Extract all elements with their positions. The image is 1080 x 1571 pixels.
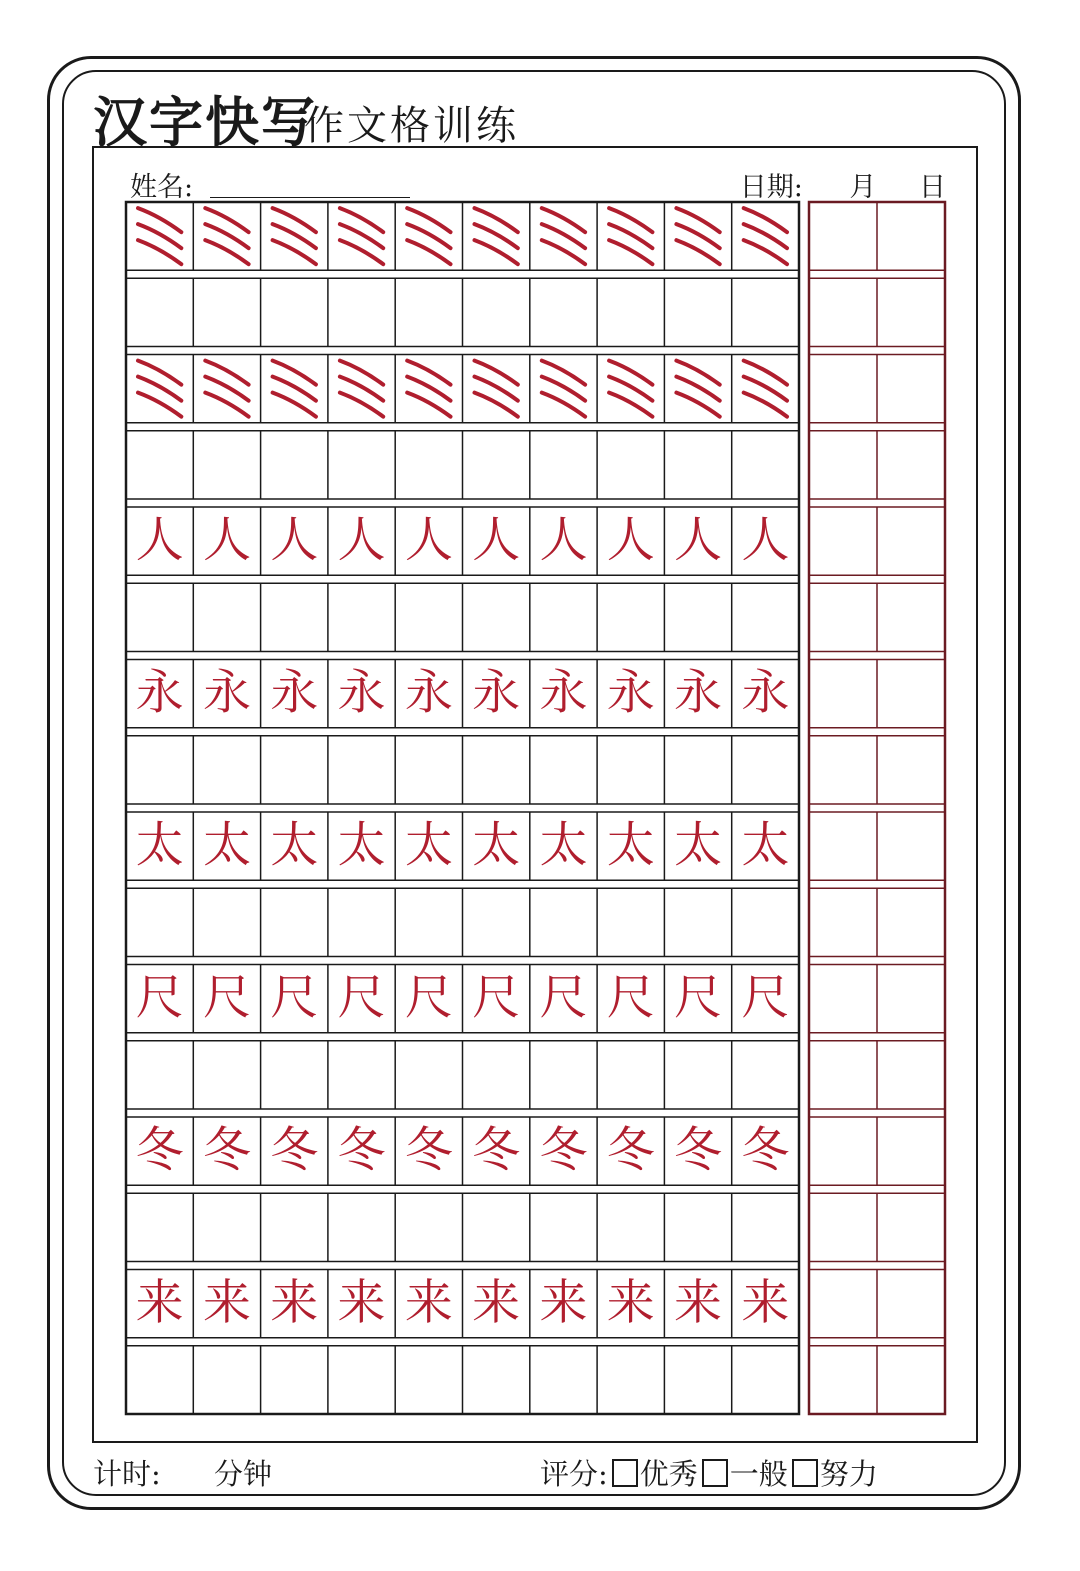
stroke-practice-mark: [475, 361, 518, 417]
score-option-average: 一般: [729, 1457, 788, 1491]
score-checkbox-average[interactable]: [702, 1459, 728, 1487]
stroke-practice-mark: [676, 361, 719, 417]
template-character: 冬: [270, 1122, 319, 1179]
template-character: 太: [202, 817, 251, 874]
stroke-practice-mark: [205, 361, 248, 417]
template-character: 太: [539, 817, 588, 874]
template-character: 冬: [135, 1122, 184, 1179]
stroke-practice-mark: [407, 361, 450, 417]
main-grid: [126, 202, 799, 1414]
template-character: 来: [337, 1274, 386, 1331]
score-checkbox-excellent[interactable]: [612, 1459, 638, 1487]
template-character: 永: [337, 664, 386, 721]
timer-unit: 分钟: [214, 1457, 273, 1491]
stroke-practice-mark: [273, 208, 316, 264]
stroke-practice-mark: [138, 208, 181, 264]
template-character: 尺: [539, 969, 588, 1026]
template-character: 人: [202, 512, 251, 569]
month-label: 月: [849, 172, 877, 203]
template-character: 人: [337, 512, 386, 569]
template-character: 永: [539, 664, 588, 721]
stroke-practice-mark: [205, 208, 248, 264]
score-label: 评分:: [540, 1457, 608, 1491]
stroke-practice-mark: [138, 361, 181, 417]
template-character: 人: [606, 512, 655, 569]
stroke-practice-mark: [542, 361, 585, 417]
template-character: 太: [337, 817, 386, 874]
template-character: 太: [741, 817, 790, 874]
template-character: 尺: [270, 969, 319, 1026]
template-character: 尺: [472, 969, 521, 1026]
template-character: 太: [270, 817, 319, 874]
stroke-practice-mark: [542, 208, 585, 264]
side-grid: [809, 202, 945, 1414]
template-character: 尺: [337, 969, 386, 1026]
score-area: [540, 1452, 878, 1493]
template-character: 永: [674, 664, 723, 721]
template-character: 来: [741, 1274, 790, 1331]
template-character: 尺: [135, 969, 184, 1026]
template-character: 人: [539, 512, 588, 569]
template-character: 尺: [202, 969, 251, 1026]
template-character: 来: [472, 1274, 521, 1331]
template-character: 冬: [202, 1122, 251, 1179]
stroke-practice-mark: [407, 208, 450, 264]
template-character: 人: [404, 512, 453, 569]
template-character: 冬: [539, 1122, 588, 1179]
template-character: 尺: [674, 969, 723, 1026]
date-label: 日期:: [739, 172, 803, 203]
template-character: 冬: [472, 1122, 521, 1179]
name-label: 姓名:: [130, 172, 194, 203]
template-character: 冬: [404, 1122, 453, 1179]
template-character: 冬: [337, 1122, 386, 1179]
template-character: 来: [135, 1274, 184, 1331]
stroke-practice-mark: [273, 361, 316, 417]
day-label: 日: [919, 172, 946, 203]
template-character: 太: [135, 817, 184, 874]
template-character: 尺: [741, 969, 790, 1026]
score-option-effort: 努力: [819, 1457, 878, 1491]
template-character: 人: [270, 512, 319, 569]
timer-label: 计时:: [93, 1457, 161, 1491]
template-character: 人: [674, 512, 723, 569]
score-checkbox-effort[interactable]: [792, 1459, 818, 1487]
template-character: 来: [202, 1274, 251, 1331]
stroke-practice-mark: [475, 208, 518, 264]
template-character: 冬: [741, 1122, 790, 1179]
template-character: 太: [674, 817, 723, 874]
template-character: 太: [404, 817, 453, 874]
timer-area: [93, 1452, 272, 1493]
stroke-practice-mark: [744, 208, 787, 264]
template-character: 尺: [404, 969, 453, 1026]
stroke-practice-mark: [340, 361, 383, 417]
stroke-practice-mark: [340, 208, 383, 264]
template-character: 永: [270, 664, 319, 721]
stroke-practice-mark: [676, 208, 719, 264]
template-character: 冬: [606, 1122, 655, 1179]
template-character: 来: [674, 1274, 723, 1331]
template-character: 人: [135, 512, 184, 569]
template-character: 来: [270, 1274, 319, 1331]
template-character: 尺: [606, 969, 655, 1026]
template-character: 永: [202, 664, 251, 721]
template-character: 来: [606, 1274, 655, 1331]
stroke-practice-mark: [744, 361, 787, 417]
stroke-practice-mark: [609, 361, 652, 417]
stroke-practice-mark: [609, 208, 652, 264]
template-character: 永: [404, 664, 453, 721]
template-character: 永: [135, 664, 184, 721]
template-character: 永: [472, 664, 521, 721]
template-character: 冬: [674, 1122, 723, 1179]
template-character: 太: [472, 817, 521, 874]
template-character: 太: [606, 817, 655, 874]
page-title: 汉字快写: [93, 91, 317, 154]
template-character: 永: [741, 664, 790, 721]
template-character: 人: [472, 512, 521, 569]
template-character: 永: [606, 664, 655, 721]
template-character: 人: [741, 512, 790, 569]
template-character: 来: [539, 1274, 588, 1331]
page-subtitle: 作文格训练: [304, 103, 519, 149]
score-option-excellent: 优秀: [639, 1457, 698, 1491]
template-character: 来: [404, 1274, 453, 1331]
